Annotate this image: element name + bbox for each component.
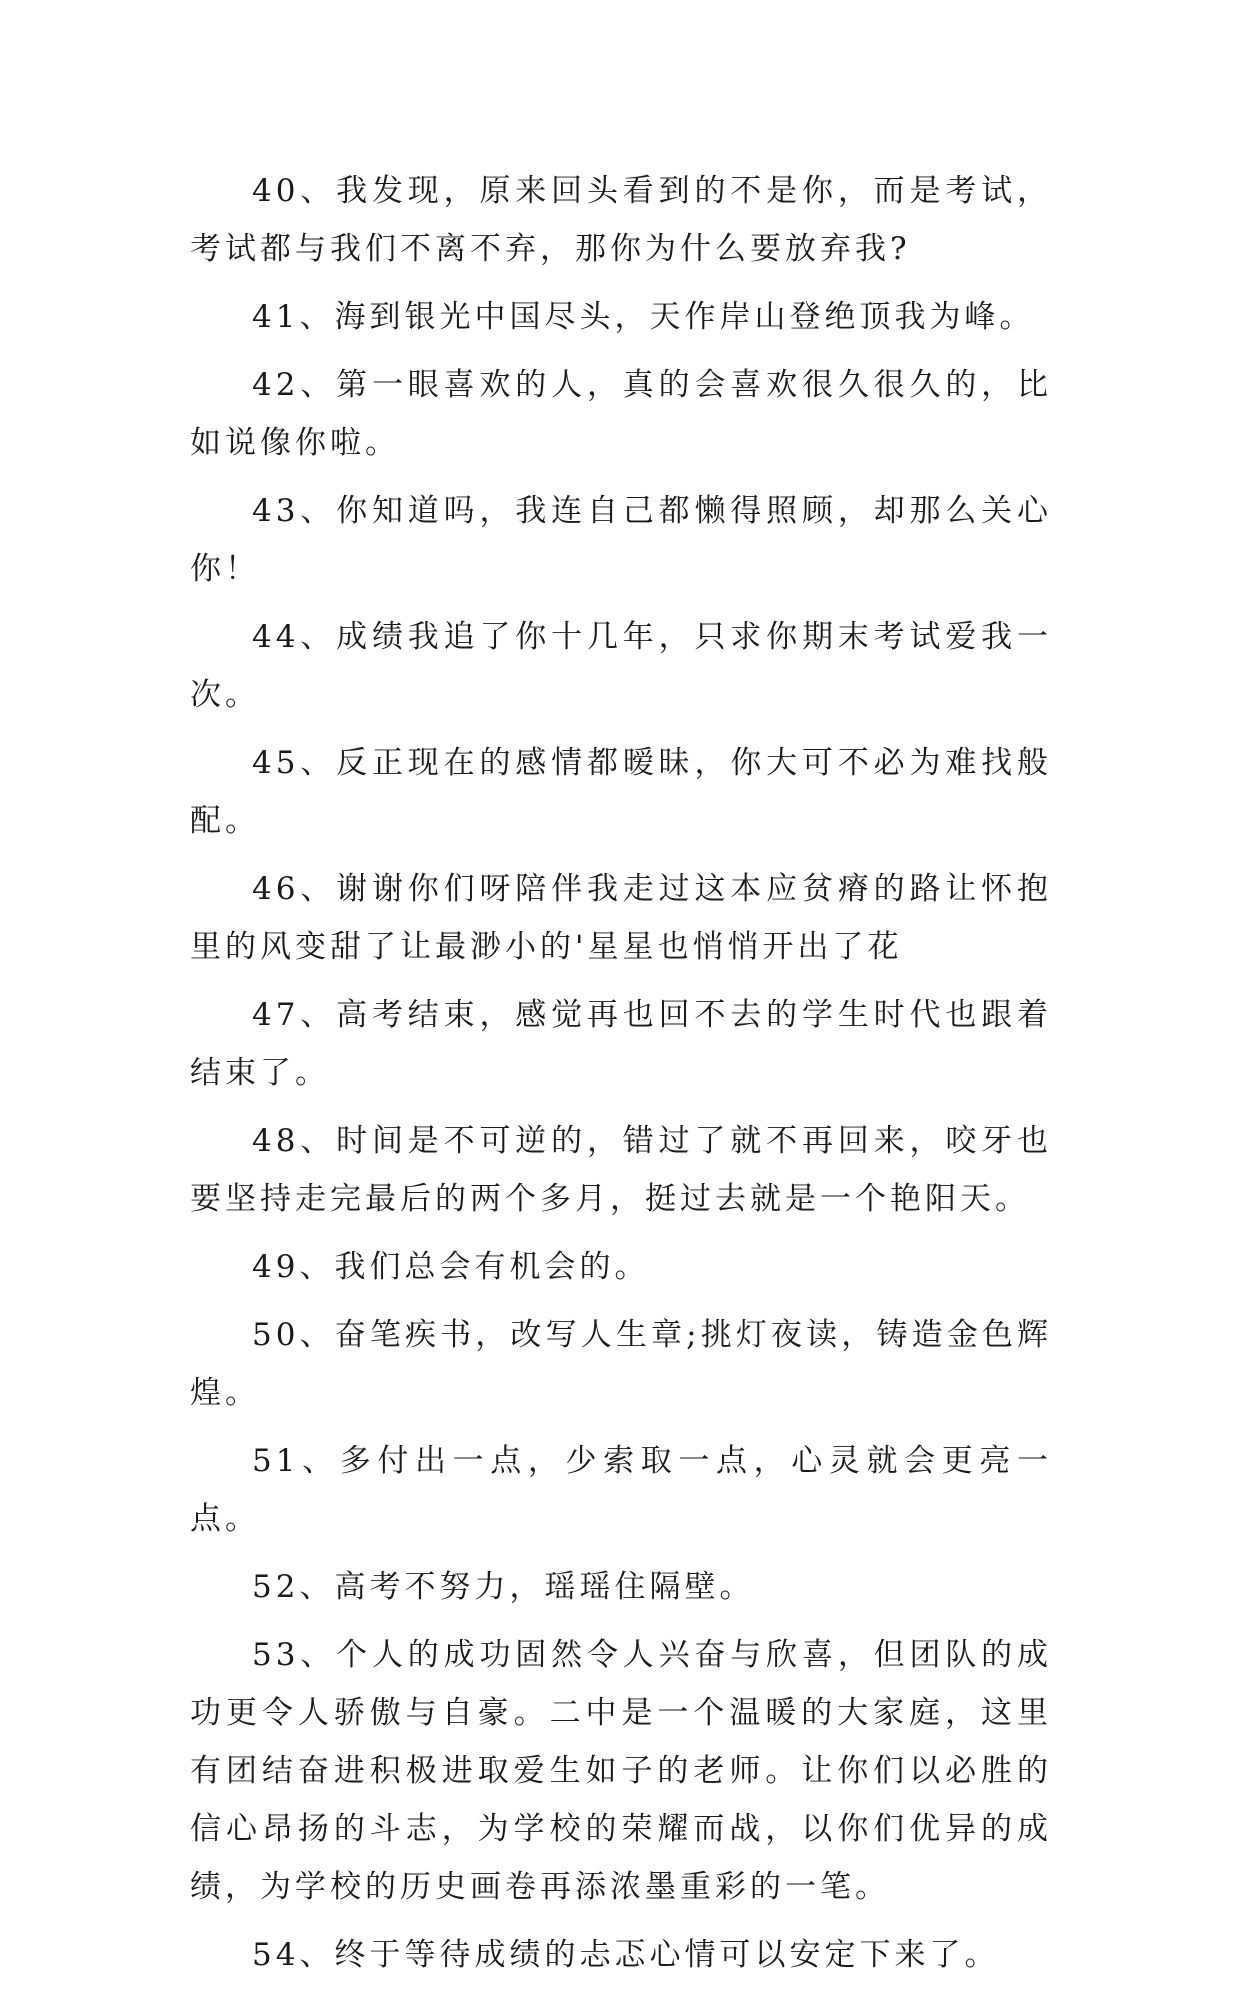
quote-entry-46: 46、谢谢你们呀陪伴我走过这本应贫瘠的路让怀抱里的风变甜了让最渺小的'星星也悄悄开出了花: [190, 871, 1052, 965]
quote-entry-52: 52、高考不努力，瑶瑶住隔壁。: [252, 1569, 755, 1605]
quote-entry-51: 51、多付出一点，少索取一点，心灵就会更亮一点。: [190, 1443, 1052, 1537]
quote-entry-47: 47、高考结束，感觉再也回不去的学生时代也跟着结束了。: [190, 997, 1052, 1091]
quote-entry-41: 41、海到银光中国尽头，天作岸山登绝顶我为峰。: [252, 299, 1035, 335]
quote-entry-49: 49、我们总会有机会的。: [252, 1249, 650, 1285]
quote-entry-53: 53、个人的成功固然令人兴奋与欣喜，但团队的成功更令人骄傲与自豪。二中是一个温暖的大家庭，这里有团结奋进积极进取爱生如子的老师。让你们以必胜的信心昂扬的斗志，为学校的荣耀而战，以你们优异的成绩，为学校的历史画卷再添浓墨重彩的一笔。: [190, 1637, 1052, 1905]
quote-entry-54: 54、终于等待成绩的忐忑心情可以安定下来了。: [252, 1937, 1000, 1973]
quote-entry-50: 50、奋笔疾书，改写人生章;挑灯夜读，铸造金色辉煌。: [190, 1317, 1052, 1411]
quote-entry-40: 40、我发现，原来回头看到的不是你，而是考试，考试都与我们不离不弃，那你为什么要放弃我?: [190, 173, 1052, 267]
quote-entry-42: 42、第一眼喜欢的人，真的会喜欢很久很久的，比如说像你啦。: [190, 367, 1052, 461]
quote-entry-44: 44、成绩我追了你十几年，只求你期末考试爱我一次。: [190, 619, 1052, 713]
quote-entry-48: 48、时间是不可逆的，错过了就不再回来，咬牙也要坚持走完最后的两个多月，挺过去就是一个艳阳天。: [190, 1123, 1052, 1217]
quote-list: [190, 162, 1052, 1994]
quote-entry-43: 43、你知道吗，我连自己都懒得照顾，却那么关心你！: [190, 493, 1052, 587]
quote-entry-45: 45、反正现在的感情都暧昧，你大可不必为难找般配。: [190, 745, 1052, 839]
